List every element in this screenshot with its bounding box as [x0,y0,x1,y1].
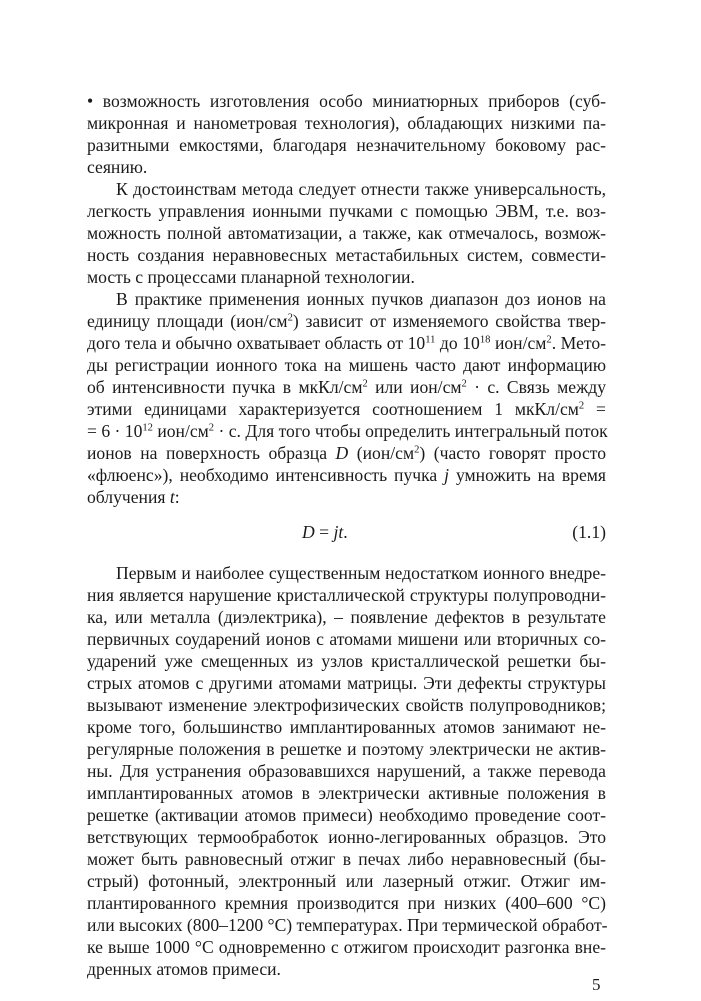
text-line: К достоинствам метода следует отнести также универсальность, [116,179,606,199]
text-line: единицу площади $(ион/см^2)$ зависит от изменяемого свойства твер- [87,311,607,331]
superscript: 2 [287,312,293,324]
text-line: плантированного кремния производится при низких (400–600 °С) [87,893,606,913]
text-line: или высоких (800–1200 °С) температурах. При термической обработ- [87,915,608,935]
text-line: ды регистрации ионного тока на мишень часто дают информацию [87,355,606,375]
superscript: 2 [362,378,368,390]
text-line: ионов на поверхность образца D $(ион/см^2)$ (часто говорят просто [87,443,606,463]
superscript: 2 [546,334,552,346]
italic-symbol: D [335,443,349,463]
text-line: дренных атомов примеси. [87,959,281,979]
text-line: ударений уже смещенных из узлов кристаллической решетки бы- [87,651,606,671]
superscript: 11 [425,334,436,346]
italic-symbol: t [169,487,175,507]
text-line: ность создания неравновесных метастабильных систем, совмести- [87,245,606,265]
text-line: • возможность изготовления особо миниатюрных приборов (суб- [87,91,606,111]
text-line: ния является нарушение кристаллической структуры полупроводни- [87,585,606,605]
page-number: 5 [592,975,601,994]
text-line: мость с процессами планарной технологии. [87,267,415,287]
superscript: 18 [479,334,491,346]
text-line: дого тела и обычно охватывает область от $10^{11}$ до $10^{18}$ ион/$см^2$. Мето- [87,333,606,353]
equation [87,522,606,544]
text-line: решетке (активации атомов примеси) необходимо проведение соот- [87,805,606,825]
text-line: этими единицами характеризуется соотношением 1 мкКл/$см^2$ = [87,399,606,419]
equation-number: (1.1) [572,522,606,542]
superscript: 2 [461,378,467,390]
text-line: можность полной автоматизации, а также, как отмечалось, возмож- [87,223,606,243]
text-line: ке выше 1000 °С одновременно с отжигом происходит разгонка вне- [87,937,606,957]
text-line: вызывают изменение электрофизических свойств полупроводников; [87,695,606,715]
text-line: «флюенс»), необходимо интенсивность пучка j умножить на время [87,465,606,485]
text-line: легкость управления ионными пучками с помощью ЭВМ, т.е. воз- [87,201,606,221]
text-line: разитными емкостями, благодаря незначительному боковому рас- [87,135,606,155]
text-line: микронная и нанометровая технология), обладающих низкими па- [87,113,606,133]
text-line: ветствующих термообработок ионно-легированных образцов. Это [87,827,606,847]
equation-formula: D = jt. [302,522,348,542]
superscript: 12 [142,422,153,434]
text-line: может быть равновесный отжиг в печах либо неравновесный (бы- [87,849,606,869]
text-line: об интенсивности пучка в мкКл/$см^2$ или ион/$см^2 \cdot с$. Связь между [87,377,606,397]
text-line: Первым и наиболее существенным недостатком ионного внедре- [116,563,606,583]
text-line: сеянию. [87,157,148,177]
text-line: = $6 \cdot 10^{12}$ ион/$см^2 \cdot с$. Для того чтобы определить интегральный поток [87,421,608,441]
text-line: облучения t: [87,487,180,507]
text-line: В практике применения ионных пучков диапазон доз ионов на [116,289,606,309]
text-line: ка, или металла (диэлектрика), – появление дефектов в результате [87,607,606,627]
superscript: 2 [414,444,420,456]
text-line: ны. Для устранения образовавшихся нарушений, а также перевода [87,761,606,781]
superscript: 2 [208,422,215,434]
text-line: регулярные положения в решетке и поэтому электрически не актив- [87,739,606,759]
text-line: стрых атомов с другими атомами матрицы. Эти дефекты структуры [87,673,606,693]
text-line: имплантированных атомов в электрически активные положения в [87,783,606,803]
text-line: кроме того, большинство имплантированных атомов занимают не- [87,717,606,737]
text-line: стрый) фотонный, электронный или лазерный отжиг. Отжиг им- [87,871,606,891]
italic-symbol: j [444,465,450,485]
text-line: первичных соударений ионов с атомами мишени или вторичных со- [87,629,606,649]
superscript: 2 [578,400,585,412]
